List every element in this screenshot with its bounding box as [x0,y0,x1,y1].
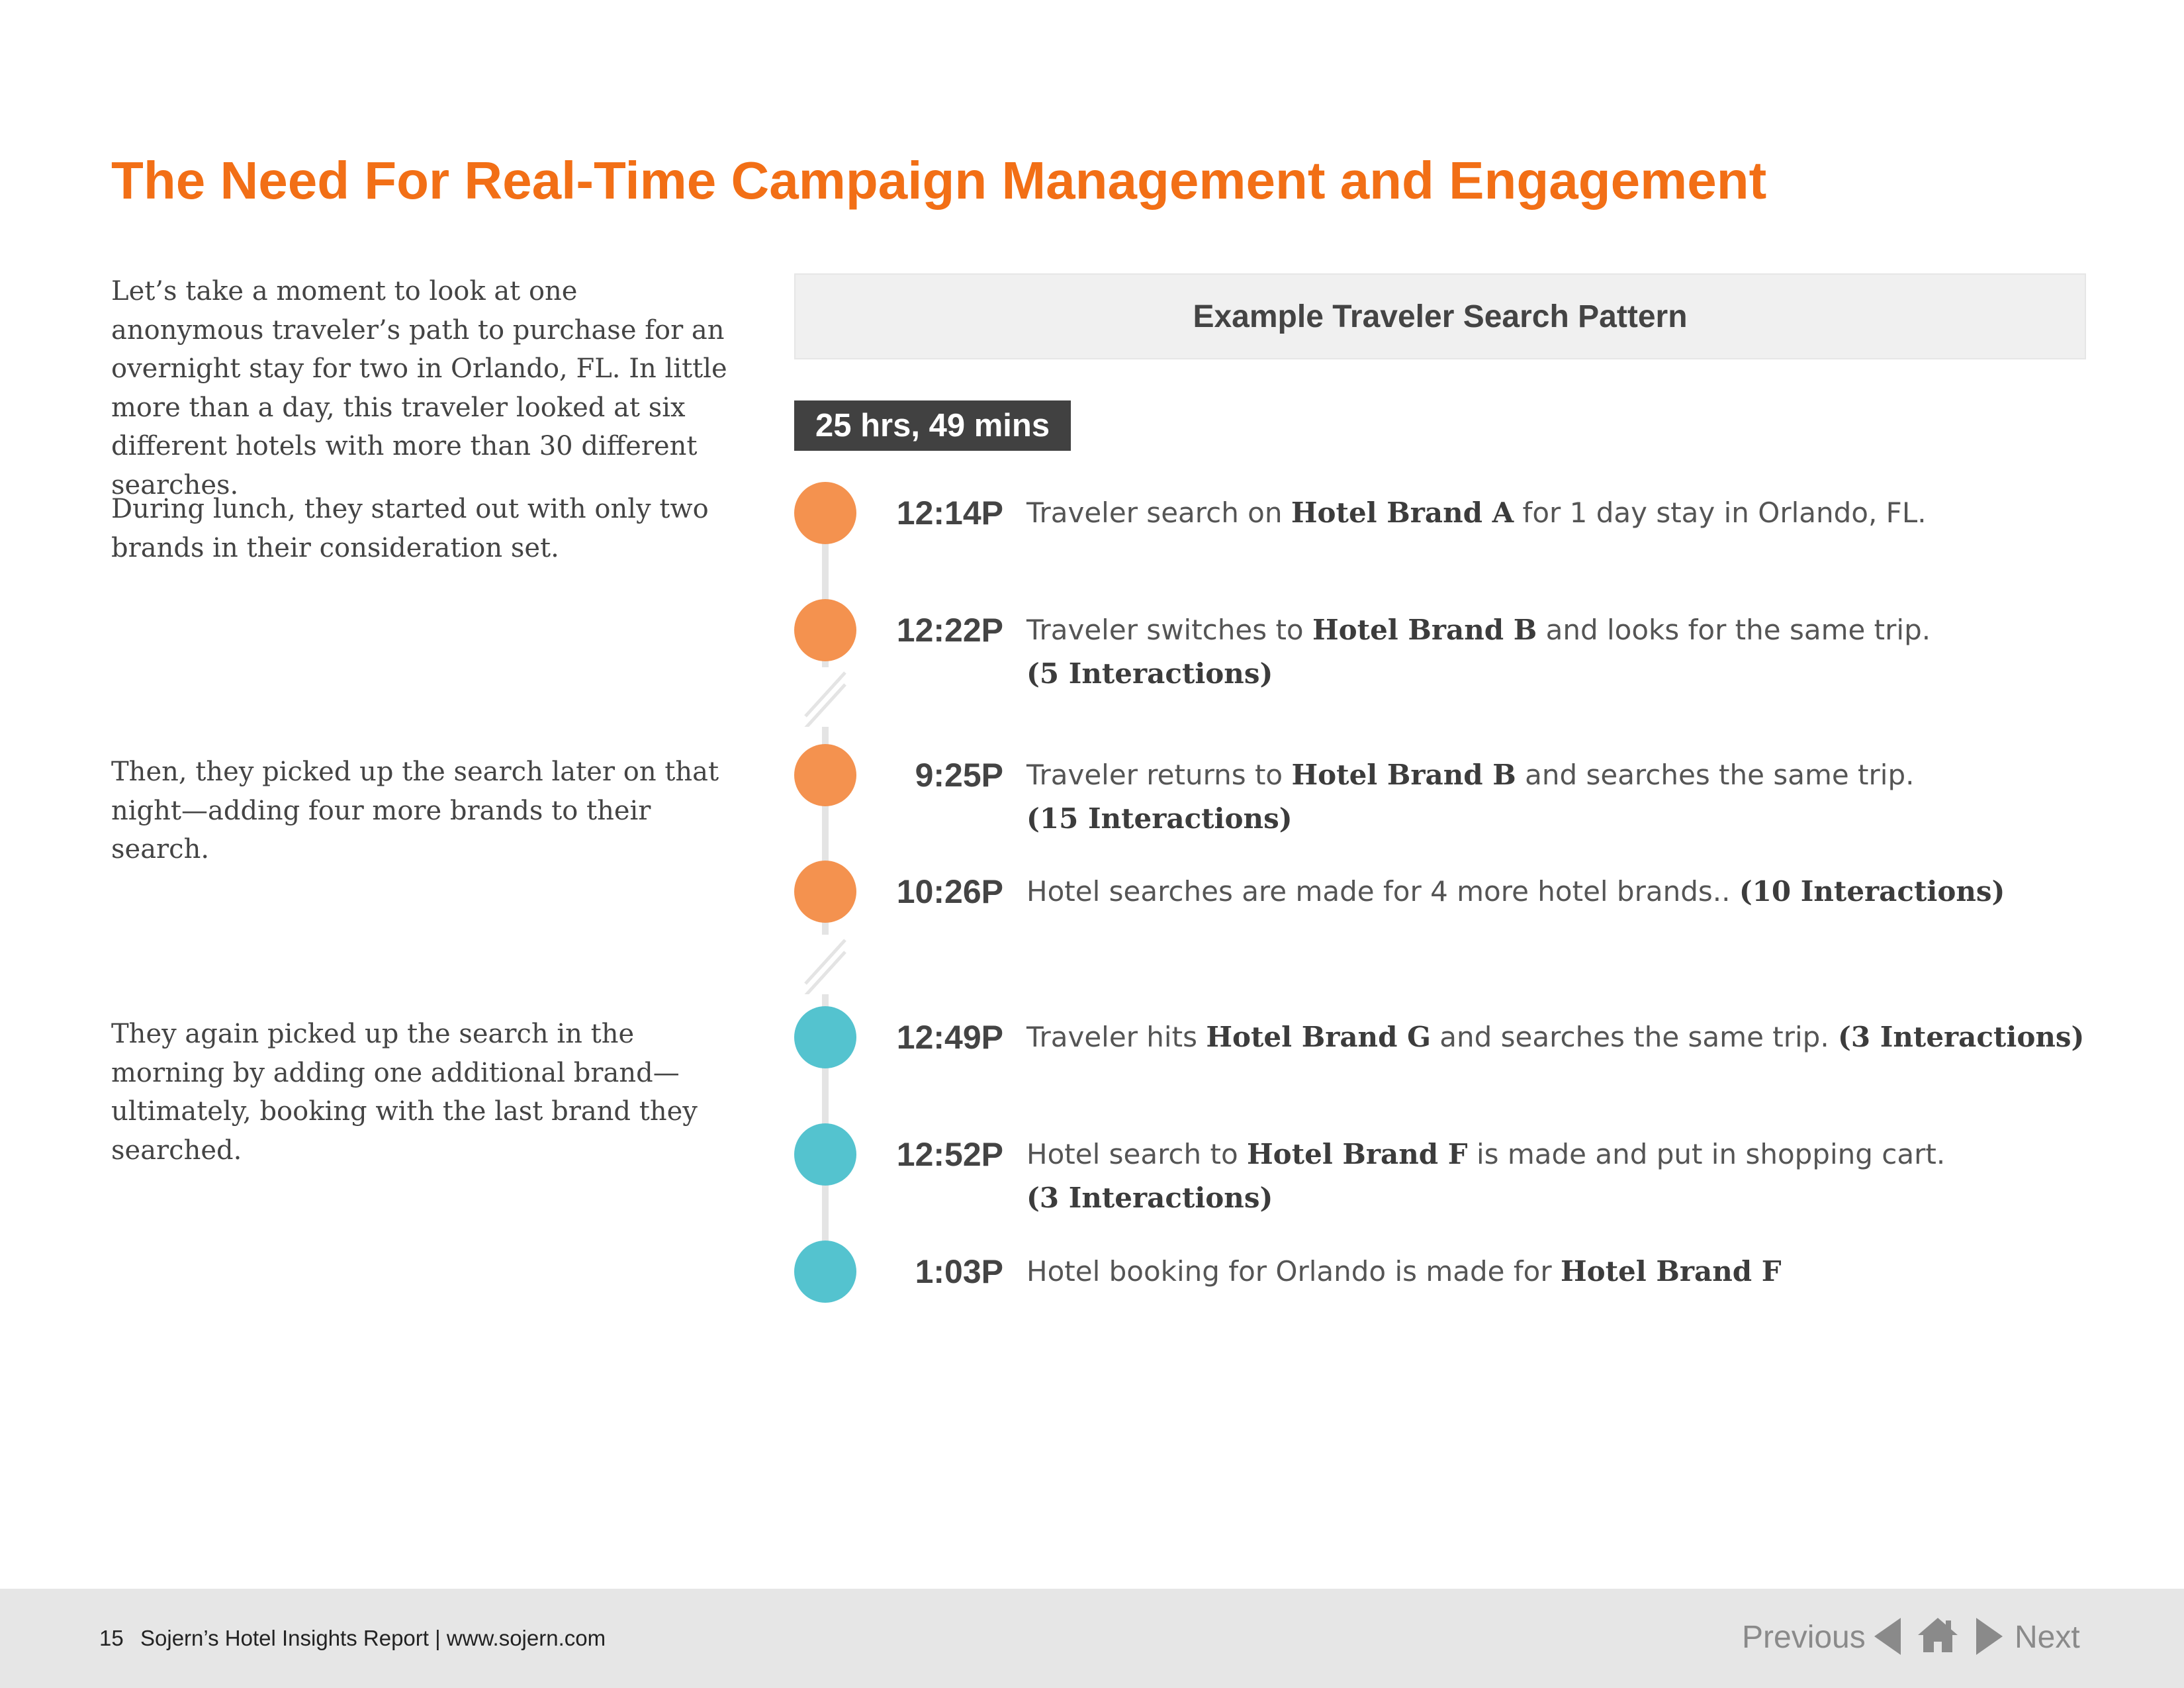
timeline-dot [794,1241,856,1303]
timeline-break-icon [800,667,850,727]
footer-text: Sojern’s Hotel Insights Report | www.sojern.com [140,1626,606,1650]
description-text: Hotel searches are made for 4 more hotel brands.. [1026,875,1739,908]
timeline-description [1026,608,2085,696]
intro-text: They again picked up the search in the morning by adding one additional brand—ultimately, booking with the last brand they searched. [111,1019,698,1166]
triangle-right-icon[interactable] [1975,1617,2004,1656]
timeline-description [1026,1133,2085,1220]
timeline-dot [794,482,856,544]
page-title: The Need For Real-Time Campaign Management and Engagement [111,151,1767,210]
timeline-dot [794,861,856,923]
timeline-description [1026,753,2085,841]
hotel-brand: Hotel Brand B [1312,614,1537,646]
timeline-time: 12:49P [896,1019,1003,1056]
description-text: for 1 day stay in Orlando, FL. [1514,496,1927,529]
panel-header: Example Traveler Search Pattern [794,273,2086,359]
intro-text: Then, they picked up the search later on that night—adding four more brands to their search. [111,757,719,865]
description-text: Traveler switches to [1026,614,1312,646]
hotel-brand: Hotel Brand F [1247,1138,1468,1170]
timeline-dot [794,599,856,661]
interaction-count: (3 Interactions) [1026,1182,1273,1214]
interaction-count: (15 Interactions) [1026,802,1293,835]
description-text: is made and put in shopping cart. [1467,1138,1946,1170]
description-text: Traveler search on [1026,496,1291,529]
timeline-time: 12:22P [896,612,1003,649]
timeline-description [1026,870,2085,914]
interaction-count: (10 Interactions) [1739,875,2005,908]
next-link[interactable]: Next [2015,1620,2080,1655]
timeline-time: 10:26P [896,873,1003,910]
description-text: and looks for the same trip. [1537,614,1931,646]
timeline-description [1026,491,2085,535]
triangle-left-icon[interactable] [1873,1617,1902,1656]
timeline-time: 12:52P [896,1136,1003,1173]
description-text: and searches the same trip. [1516,759,1915,791]
timeline-dot [794,1123,856,1186]
night-paragraph [111,753,733,869]
timeline-break-icon [800,935,850,994]
description-text: Traveler hits [1026,1021,1206,1053]
duration-badge: 25 hrs, 49 mins [794,400,1071,451]
description-text: Hotel search to [1026,1138,1247,1170]
timeline-time: 12:14P [896,494,1003,532]
description-text: Traveler returns to [1026,759,1292,791]
lunch-paragraph [111,490,733,567]
intro-paragraph [111,272,733,504]
timeline-time: 9:25P [915,757,1003,794]
intro-text: Let’s take a moment to look at one anonymous traveler’s path to purchase for an overnight stay for two in Orlando, FL. In little more than a day, this traveler looked at six different hotels with more than 30 different searches. [111,276,727,500]
interaction-count: (5 Interactions) [1026,657,1273,690]
page-number: 15 [99,1626,124,1650]
hotel-brand: Hotel Brand G [1206,1021,1431,1053]
timeline-description [1026,1015,2085,1059]
hotel-brand: Hotel Brand A [1291,496,1514,529]
timeline-description [1026,1250,2085,1293]
hotel-brand: Hotel Brand B [1291,759,1516,791]
morning-paragraph [111,1015,733,1170]
description-text: Hotel booking for Orlando is made for [1026,1255,1561,1288]
intro-text: During lunch, they started out with only two brands in their consideration set. [111,494,709,563]
timeline-dot [794,744,856,806]
hotel-brand: Hotel Brand F [1560,1255,1782,1288]
description-text: and searches the same trip. [1430,1021,1839,1053]
timeline-time: 1:03P [915,1253,1003,1290]
home-icon[interactable] [1917,1617,1959,1654]
timeline-dot [794,1006,856,1068]
previous-link[interactable]: Previous [1742,1620,1866,1655]
interaction-count: (3 Interactions) [1838,1021,2085,1053]
